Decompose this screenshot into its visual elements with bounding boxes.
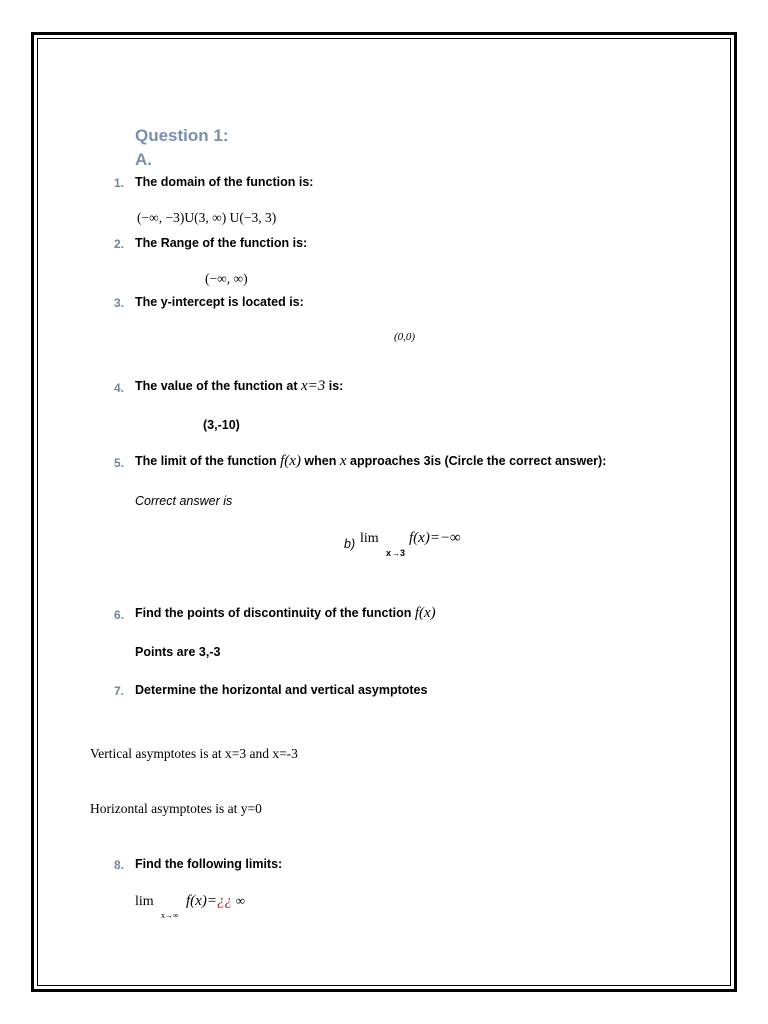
y-intercept-answer: (0,0) — [394, 331, 416, 343]
item-number-7: 7. — [113, 684, 124, 698]
item-number-6: 6. — [113, 608, 124, 622]
item-number-1: 1. — [113, 176, 124, 190]
item-text-3: The y-intercept is located is: — [135, 295, 304, 309]
limit-subscript: x→3 — [386, 548, 406, 558]
limit-lim: lim — [360, 531, 379, 546]
domain-answer: (−∞, −3)U(3, ∞) U(−3, 3) — [137, 210, 277, 225]
question-heading: Question 1: — [135, 126, 229, 145]
item-number-3: 3. — [113, 296, 124, 310]
points-answer: Points are 3,-3 — [135, 645, 221, 659]
vertical-asymptote-answer: Vertical asymptotes is at x=3 and x=-3 — [90, 746, 298, 761]
limit8-expression: f(x)=¿¿ ∞ — [186, 893, 245, 909]
value-answer: (3,-10) — [203, 418, 240, 432]
item-number-5: 5. — [113, 456, 124, 470]
horizontal-asymptote-answer: Horizontal asymptotes is at y=0 — [90, 801, 262, 816]
item-text-4: The value of the function at x=3 is: — [135, 378, 344, 394]
part-heading: A. — [135, 150, 152, 169]
item-number-8: 8. — [113, 858, 124, 872]
item-text-1: The domain of the function is: — [135, 175, 314, 189]
limit8-subscript: x→∞ — [161, 911, 179, 920]
item-number-4: 4. — [113, 381, 124, 395]
item-text-2: The Range of the function is: — [135, 236, 308, 250]
limit-expression: f(x)=−∞ — [409, 530, 461, 546]
item-text-6: Find the points of discontinuity of the function f(x) — [135, 605, 436, 621]
item-text-8: Find the following limits: — [135, 857, 283, 871]
item-text-5: The limit of the function f(x) when x approaches 3is (Circle the correct answer): — [135, 453, 607, 469]
range-answer: (−∞, ∞) — [205, 271, 248, 286]
item-number-2: 2. — [113, 237, 124, 251]
limit8-lim: lim — [135, 894, 154, 909]
limit-choice-label: b) — [344, 537, 356, 551]
item-text-7: Determine the horizontal and vertical asymptotes — [135, 683, 428, 697]
correct-answer-label: Correct answer is — [135, 494, 233, 508]
